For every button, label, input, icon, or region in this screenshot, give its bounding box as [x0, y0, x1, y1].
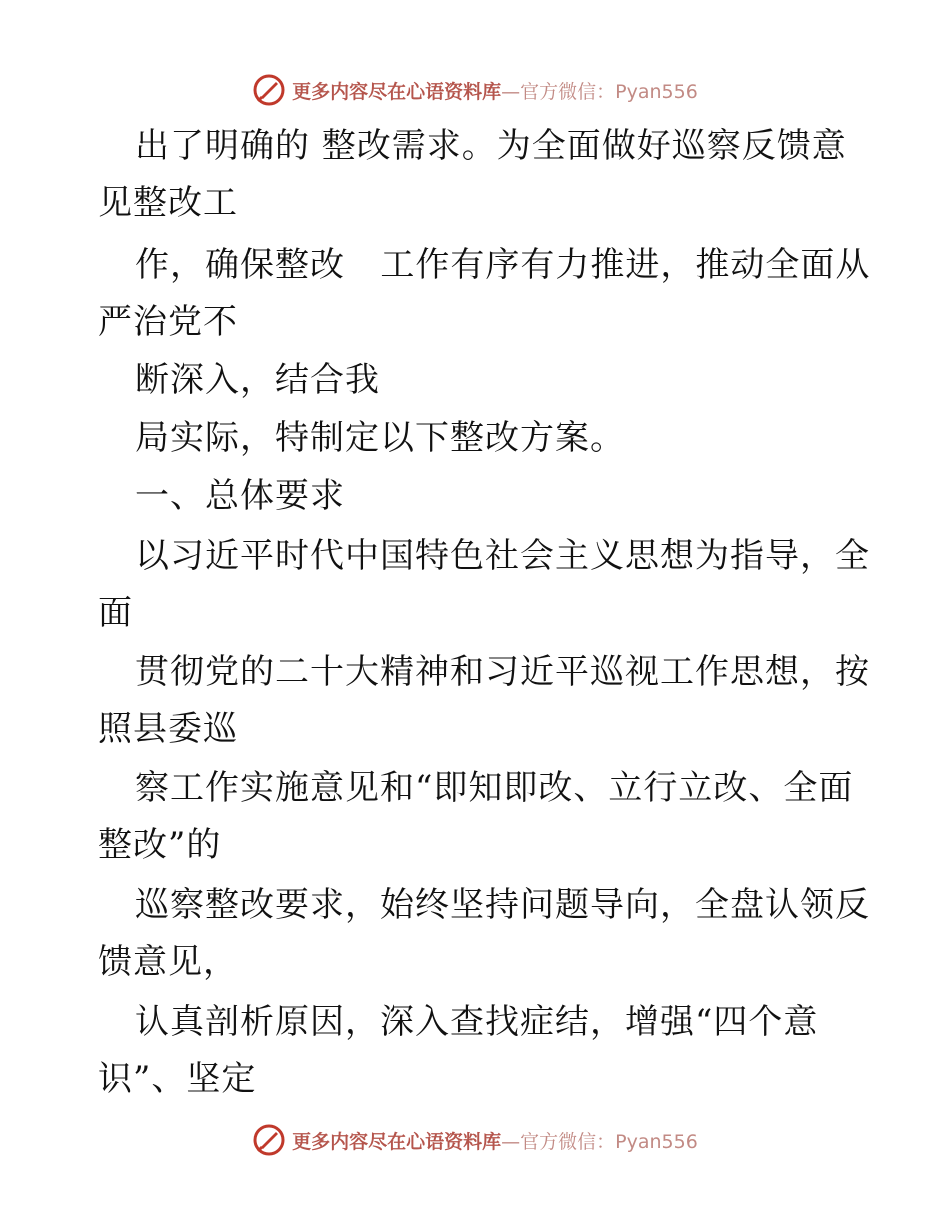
body-line: 出了明确的 整改需求。为全面做好巡察反馈意: [135, 126, 847, 166]
body-line: 严治党不: [98, 302, 238, 342]
body-line: 局实际，特制定以下整改方案。: [135, 418, 625, 458]
red-quill-logo-icon: [252, 73, 286, 107]
footer-banner: [0, 1120, 950, 1160]
body-line: 断深入，结合我: [135, 360, 380, 400]
body-line: 以习近平时代中国特色社会主义思想为指导，全: [135, 536, 870, 576]
body-line: 察工作实施意见和“即知即改、立行立改、全面: [135, 768, 854, 808]
body-line: 整改”的: [98, 825, 222, 865]
red-quill-logo-icon: [252, 1123, 286, 1157]
header-banner: [0, 70, 950, 110]
body-line: 认真剖析原因，深入查找症结，增强“四个意: [135, 1002, 819, 1042]
section-heading: 一、总体要求: [135, 476, 345, 516]
body-line: 贯彻党的二十大精神和习近平巡视工作思想，按: [135, 652, 870, 692]
footer-banner-text: 更多内容尽在心语资料库—官方微信：Pyan556: [292, 1130, 698, 1153]
body-line: 馈意见，: [98, 942, 238, 982]
body-line: 识”、坚定: [98, 1059, 257, 1099]
body-line: 照县委巡: [98, 709, 238, 749]
header-banner-text: 更多内容尽在心语资料库—官方微信：Pyan556: [292, 80, 698, 103]
body-line: 见整改工: [98, 183, 238, 223]
body-line: 巡察整改要求，始终坚持问题导向，全盘认领反: [135, 885, 870, 925]
body-line: 作，确保整改 工作有序有力推进，推动全面从: [135, 245, 871, 285]
body-line: 面: [98, 593, 133, 633]
